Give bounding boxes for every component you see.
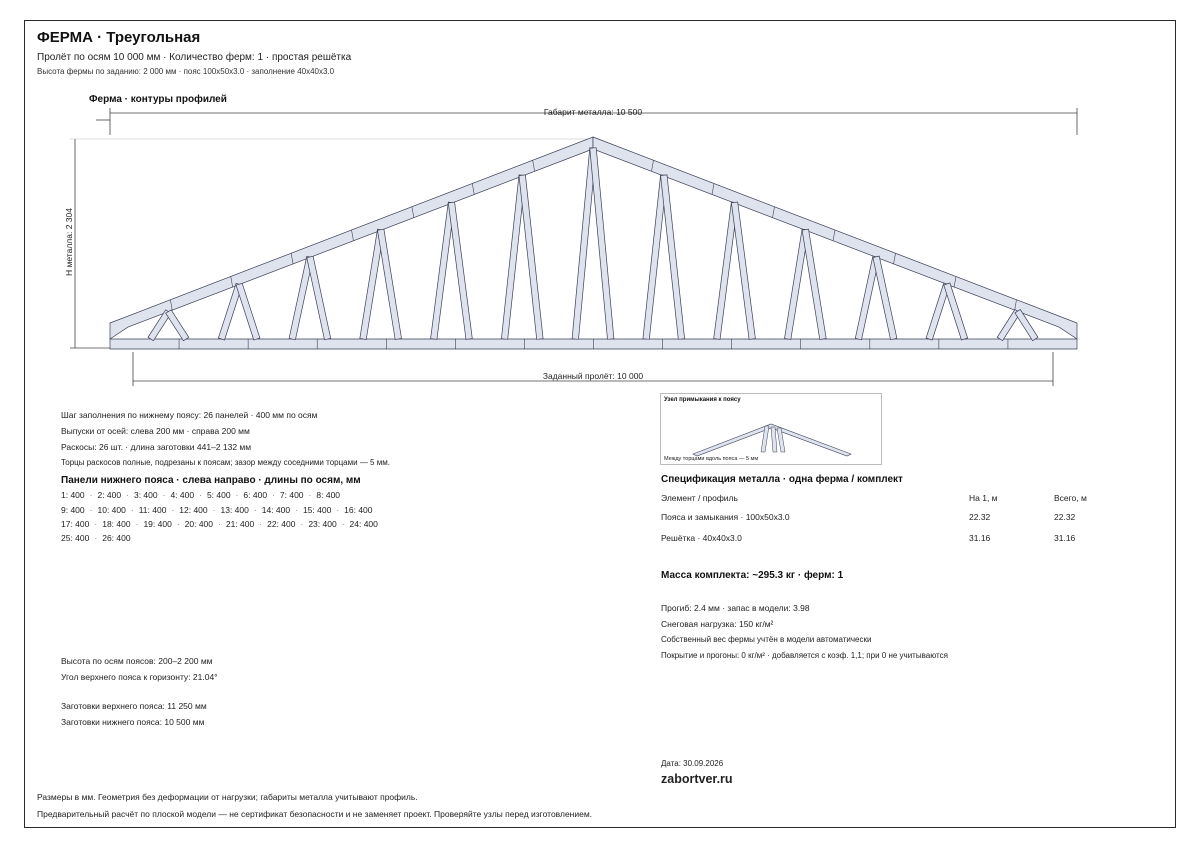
spec-selfweight: Собственный вес фермы учтён в модели автоматически (661, 635, 872, 644)
date-label: Дата: 30.09.2026 (661, 759, 724, 768)
truss-members (110, 137, 1077, 349)
geometry-bottom-blanks: Заготовки нижнего пояса: 10 500 мм (61, 717, 205, 727)
spec-row-chords-total: 22.32 (1054, 512, 1076, 522)
panel-length: 22: 400 (267, 519, 296, 529)
panel-length: 8: 400 (316, 490, 341, 500)
panel-length: 6: 400 (243, 490, 268, 500)
spec-roofing: Покрытие и прогоны: 0 кг/м² · добавляется с коэф. 1,1; при 0 не учитываются (661, 651, 948, 660)
panel-length: 4: 400 (170, 490, 195, 500)
web-brace (944, 283, 968, 340)
node-detail-inset (660, 393, 882, 465)
separator: · (259, 519, 263, 529)
panel-length: 11: 400 (138, 505, 167, 515)
separator: · (295, 505, 298, 515)
brand-link[interactable]: zabortver.ru (661, 772, 733, 786)
panels-row (61, 505, 373, 515)
separator: · (253, 505, 257, 515)
panel-length: 25: 400 (61, 533, 90, 543)
panel-length: 12: 400 (179, 505, 208, 515)
separator: · (89, 490, 93, 500)
panel-length: 23: 400 (308, 519, 337, 529)
page-subtitle: Пролёт по осям 10 000 мм · Количество ферм: 1 · простая решётка (37, 52, 352, 63)
panel-length: 14: 400 (261, 505, 291, 515)
panel-length: 3: 400 (133, 490, 158, 500)
panel-length: 21: 400 (225, 519, 255, 529)
spec-row-web-total: 31.16 (1054, 533, 1076, 543)
panels-row (61, 519, 378, 529)
inset-caption: Между торцами вдоль пояса — 5 мм (664, 456, 759, 462)
panel-length: 5: 400 (206, 490, 231, 500)
panel-length: 20: 400 (184, 519, 214, 529)
overall-dimension-label: Габарит металла: 10 500 (543, 107, 643, 117)
spec-header-per-one: На 1, м (969, 493, 998, 503)
web-brace (731, 202, 755, 339)
note-braces: Раскосы: 26 шт. · длина заготовки 441–2 132 мм (61, 442, 252, 452)
note-step: Шаг заполнения по нижнему поясу: 26 панелей · 400 мм по осям (61, 410, 318, 420)
separator: · (94, 533, 98, 543)
separator: · (162, 490, 166, 500)
panel-length: 17: 400 (61, 519, 90, 529)
separator: · (135, 519, 139, 529)
separator: · (300, 519, 304, 529)
panel-length: 10: 400 (97, 505, 126, 515)
separator: · (272, 490, 275, 500)
separator: · (218, 519, 221, 529)
footer-note-disclaimer: Предварительный расчёт по плоской модели — не сертификат безопасности и не заменяет проект. Проверяйте узлы перед изготовлением. (37, 809, 593, 819)
separator: · (94, 519, 98, 529)
spec-mass: Масса комплекта: ~295.3 кг · ферм: 1 (661, 570, 844, 581)
separator: · (130, 505, 134, 515)
separator: · (308, 490, 312, 500)
height-dimension-label: H металла: 2 304 (64, 208, 74, 276)
web-brace (236, 283, 260, 340)
web-brace (590, 148, 614, 340)
top-chord-right (593, 137, 1077, 339)
spec-title: Спецификация металла · одна ферма / комплект (661, 474, 903, 485)
separator: · (89, 505, 93, 515)
spec-header-total: Всего, м (1054, 493, 1087, 503)
geometry-angle: Угол верхнего пояса к горизонту: 21.04° (61, 672, 218, 682)
panel-length: 13: 400 (220, 505, 249, 515)
panel-length: 7: 400 (279, 490, 304, 500)
note-ends: Торцы раскосов полные, подрезаны к поясам; зазор между соседними торцами — 5 мм. (61, 458, 390, 467)
separator: · (199, 490, 202, 500)
panel-length: 2: 400 (97, 490, 122, 500)
web-brace (448, 202, 472, 339)
geometry-heights: Высота по осям поясов: 200–2 200 мм (61, 656, 213, 666)
spec-snow-load: Снеговая нагрузка: 150 кг/м² (661, 619, 774, 629)
panel-length: 16: 400 (344, 505, 373, 515)
web-brace (873, 256, 897, 340)
spec-row-web-per-one: 31.16 (969, 533, 991, 543)
page-title: ФЕРМА · Треугольная (37, 29, 201, 46)
panel-length: 24: 400 (349, 519, 378, 529)
panel-length: 15: 400 (302, 505, 332, 515)
separator: · (336, 505, 340, 515)
footer-note-dimensions: Размеры в мм. Геометрия без деформации от нагрузки; габариты металла учитывают профиль. (37, 792, 418, 802)
web-brace (661, 175, 685, 339)
panel-length: 18: 400 (102, 519, 131, 529)
top-chord-left (110, 137, 593, 339)
web-brace (307, 256, 331, 339)
web-brace (519, 175, 543, 339)
geometry-top-blanks: Заготовки верхнего пояса: 11 250 мм (61, 701, 207, 711)
spec-deflection: Прогиб: 2.4 мм · запас в модели: 3.98 (661, 603, 810, 613)
web-brace (802, 229, 826, 339)
note-overhang: Выпуски от осей: слева 200 мм · справа 200 мм (61, 426, 250, 436)
panel-length: 26: 400 (102, 533, 131, 543)
web-brace (378, 229, 402, 339)
span-dimension-label: Заданный пролёт: 10 000 (542, 371, 644, 381)
separator: · (235, 490, 239, 500)
panels-row (61, 490, 340, 500)
spec-row-web-label: Решётка · 40x40x3.0 (661, 533, 742, 543)
panel-length: 19: 400 (143, 519, 172, 529)
page-subtitle-details: Высота фермы по заданию: 2 000 мм · пояс 100x50x3.0 · заполнение 40x40x3.0 (37, 67, 335, 76)
separator: · (212, 505, 216, 515)
panel-length: 9: 400 (61, 505, 85, 515)
spec-row-chords-label: Пояса и замыкания · 100x50x3.0 (661, 512, 790, 522)
spec-row-chords-per-one: 22.32 (969, 512, 991, 522)
separator: · (171, 505, 175, 515)
drawing-section-title: Ферма · контуры профилей (89, 94, 227, 105)
spec-header-element: Элемент / профиль (661, 493, 738, 503)
panels-section-title: Панели нижнего пояса · слева направо · длины по осям, мм (61, 475, 361, 486)
web-brace (166, 310, 189, 341)
inset-title: Узел примыкания к поясу (664, 397, 741, 403)
separator: · (126, 490, 129, 500)
truss-drawing (0, 0, 1200, 400)
separator: · (176, 519, 180, 529)
separator: · (341, 519, 345, 529)
panels-row (61, 533, 131, 543)
panel-length: 1: 400 (61, 490, 85, 500)
